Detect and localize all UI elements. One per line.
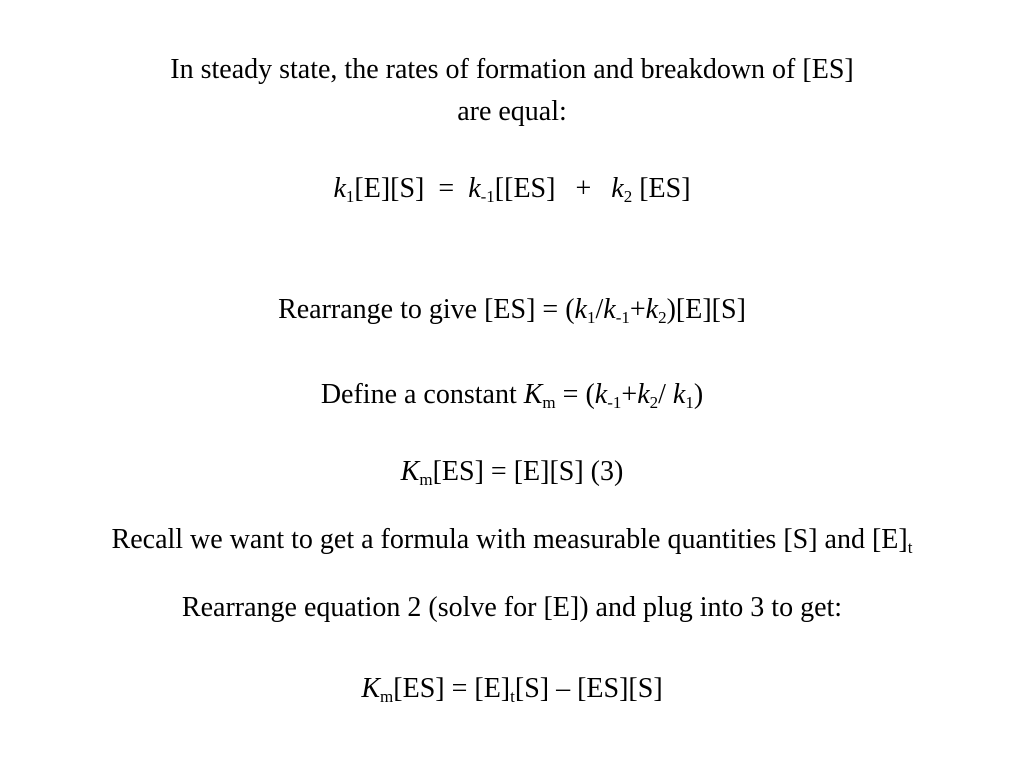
eq1-term-1: [E][S]: [354, 173, 425, 204]
k1-symbol: k: [333, 173, 346, 204]
eq3-k2-symbol: k: [637, 379, 650, 410]
eq3-slash: /: [658, 379, 673, 410]
define-km-equation: [0, 377, 1024, 413]
rate-balance-equation: [0, 171, 1024, 207]
eq1-equals: =: [438, 173, 455, 204]
eq1-plus: +: [575, 173, 592, 204]
eq1-term-2: [[ES]: [494, 173, 556, 204]
eq2-prefix: Rearrange to give [ES] = (: [278, 294, 575, 325]
recall-line: [0, 522, 1024, 558]
eq3-k-minus1-symbol: k: [594, 379, 608, 410]
eq2-k-minus1-subscript: -1: [615, 308, 630, 327]
eq3-mid: = (: [555, 379, 595, 410]
intro-line-1: In steady state, the rates of formation and breakdown of [ES]: [170, 54, 854, 85]
rearrange-line: Rearrange equation 2 (solve for [E]) and plug into 3 to get:: [181, 592, 843, 623]
eq3-k2-subscript: 2: [649, 393, 659, 412]
eq4-km-symbol: K: [400, 456, 420, 487]
eq2-k1-subscript: 1: [586, 308, 596, 327]
k-minus1-symbol: k: [468, 173, 481, 204]
rearrange-es-equation: [0, 292, 1024, 328]
eq3-k1-subscript: 1: [685, 393, 694, 412]
recall-text: Recall we want to get a formula with measurable quantities [S] and [E]: [111, 524, 908, 555]
k2-subscript: 2: [623, 187, 633, 206]
intro-line-2: are equal:: [457, 96, 567, 127]
eq2-suffix: )[E][S]: [666, 294, 746, 325]
eq2-slash: /: [595, 294, 604, 325]
eq2-k1-symbol: k: [574, 294, 587, 325]
eq2-k-minus1-symbol: k: [603, 294, 616, 325]
eq4-km-subscript: m: [419, 470, 433, 489]
eq2-plus: +: [629, 294, 646, 325]
eq5-t-subscript: t: [510, 687, 515, 706]
eq3-km-symbol: K: [523, 379, 543, 410]
recall-subscript: t: [907, 538, 913, 557]
eq3-km-subscript: m: [542, 393, 556, 412]
eq3-prefix: Define a constant: [320, 379, 524, 410]
eq4-rest: [ES] = [E][S] (3): [432, 456, 624, 487]
eq5-part-2: [S] – [ES][S]: [514, 673, 663, 704]
eq1-term-3: [ES]: [639, 173, 691, 204]
eq5-km-symbol: K: [361, 673, 381, 704]
k-minus1-subscript: -1: [480, 187, 495, 206]
eq2-k2-symbol: k: [645, 294, 659, 325]
final-equation: [0, 671, 1024, 707]
eq5-part-1: [ES] = [E]: [393, 673, 511, 704]
eq2-k2-subscript: 2: [658, 308, 667, 327]
eq3-k1-symbol: k: [672, 379, 686, 410]
eq5-km-subscript: m: [380, 687, 394, 706]
eq3-suffix: ): [693, 379, 704, 410]
eq3-plus: +: [621, 379, 638, 410]
km-es-equation: [0, 454, 1024, 490]
eq3-k-minus1-subscript: -1: [607, 393, 622, 412]
k1-subscript: 1: [345, 187, 355, 206]
k2-symbol: k: [611, 173, 624, 204]
